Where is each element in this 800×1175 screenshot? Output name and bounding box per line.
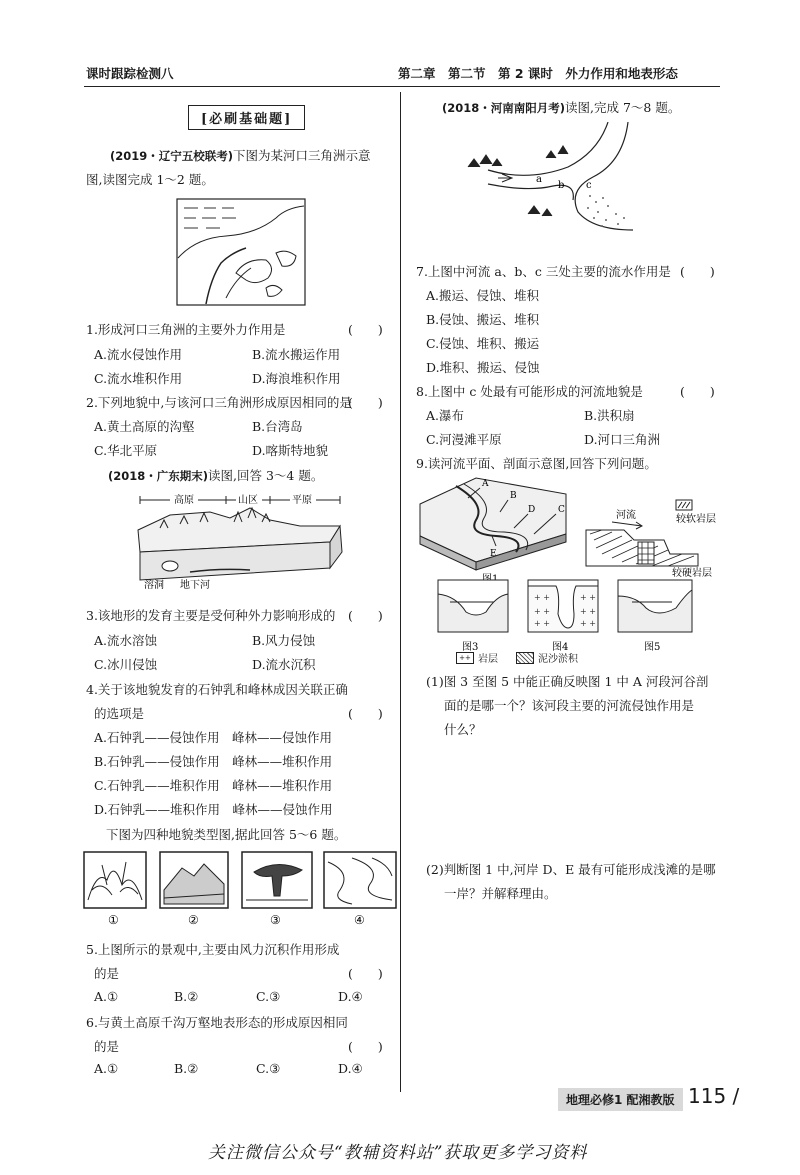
q6-stem-cont: 的是 bbox=[94, 1039, 120, 1054]
pic-label-4: ④ bbox=[354, 913, 365, 927]
q2-option-d[interactable]: D.喀斯特地貌 bbox=[252, 443, 329, 458]
label-plateau: 高原 bbox=[174, 495, 194, 506]
q4-option-a[interactable]: A.石钟乳——侵蚀作用 峰林——侵蚀作用 bbox=[94, 730, 333, 745]
sediment-dots bbox=[587, 195, 625, 227]
q5-stem-cont: 的是 bbox=[94, 966, 120, 981]
q9-stem: 9.读河流平面、剖面示意图,回答下列问题。 bbox=[416, 456, 657, 471]
q6-option-b[interactable]: B.② bbox=[174, 1061, 199, 1076]
q5-option-c[interactable]: C.③ bbox=[256, 989, 281, 1004]
label-underground-river: 地下河 bbox=[180, 580, 210, 590]
svg-text:+ +: + + bbox=[534, 619, 550, 628]
q7-option-c[interactable]: C.侵蚀、堆积、搬运 bbox=[426, 336, 540, 351]
footer-note: 关注微信公众号“教辅资料站”获取更多学习资料 bbox=[208, 1143, 588, 1163]
column-divider bbox=[400, 92, 401, 1092]
q3-option-a[interactable]: A.流水溶蚀 bbox=[94, 633, 158, 648]
legend bbox=[456, 650, 578, 665]
label-hard-rock: 较硬岩层 bbox=[672, 568, 712, 579]
intro-3: 下图为四种地貌类型图,据此回答 5～6 题。 bbox=[106, 827, 347, 842]
label-b: b bbox=[558, 180, 565, 191]
q1-option-b[interactable]: B.流水搬运作用 bbox=[252, 347, 341, 362]
q1-stem: 1.形成河口三角洲的主要外力作用是 bbox=[86, 322, 286, 337]
q5-option-a[interactable]: A.① bbox=[94, 989, 119, 1004]
landform-pic-4 bbox=[324, 852, 396, 908]
q5-option-b[interactable]: B.② bbox=[174, 989, 199, 1004]
river-figure bbox=[458, 122, 648, 232]
q4-option-c[interactable]: C.石钟乳——堆积作用 峰林——堆积作用 bbox=[94, 778, 333, 793]
q3-option-d[interactable]: D.流水沉积 bbox=[252, 657, 316, 672]
legend-sediment-label: 泥沙淤积 bbox=[538, 654, 578, 665]
q6-option-d[interactable]: D.④ bbox=[338, 1061, 363, 1076]
label-plain: 平原 bbox=[292, 495, 312, 506]
intro-text: 下图为某河口三角洲示意 bbox=[233, 148, 371, 163]
delta-figure bbox=[176, 198, 306, 306]
svg-text:+ +: + + bbox=[580, 619, 596, 628]
point-c: C bbox=[558, 505, 565, 515]
caption-fig4: 图4 bbox=[552, 642, 569, 653]
landform-pic-1 bbox=[84, 852, 146, 908]
q3-option-c[interactable]: C.冰川侵蚀 bbox=[94, 657, 158, 672]
landform-pic-2 bbox=[160, 852, 228, 908]
q9-1-stem-cont: 面的是哪一个？该河段主要的河流侵蚀作用是 bbox=[444, 698, 695, 713]
legend-rock-label: 岩层 bbox=[478, 654, 498, 665]
q2-option-c[interactable]: C.华北平原 bbox=[94, 443, 158, 458]
q2-option-b[interactable]: B.台湾岛 bbox=[252, 419, 303, 434]
source-tag: (2018・河南南阳月考) bbox=[442, 101, 566, 115]
section-title-text: 必刷基础题 bbox=[209, 112, 285, 127]
q1-option-a[interactable]: A.流水侵蚀作用 bbox=[94, 347, 183, 362]
legend-sediment-swatch bbox=[516, 652, 534, 664]
header-right: 第二章 第二节 第 2 课时 外力作用和地表形态 bbox=[398, 66, 678, 81]
intro-text: 读图,回答 3～4 题。 bbox=[208, 468, 324, 483]
q3-stem: 3.该地形的发育主要是受何种外力影响形成的 bbox=[86, 608, 336, 623]
svg-text:+ +: + + bbox=[534, 593, 550, 602]
q4-answer-blank[interactable]: ( ) bbox=[348, 706, 383, 721]
point-b: B bbox=[510, 491, 517, 501]
q4-option-d[interactable]: D.石钟乳——堆积作用 峰林——侵蚀作用 bbox=[94, 802, 333, 817]
intro-2 bbox=[108, 466, 323, 484]
point-a: A bbox=[482, 479, 489, 489]
pic-label-2: ② bbox=[188, 913, 199, 927]
source-tag: (2019・辽宁五校联考) bbox=[110, 149, 234, 163]
section-title: [必刷基础题] bbox=[188, 105, 305, 130]
q8-answer-blank[interactable]: ( ) bbox=[680, 384, 715, 399]
figure-3 bbox=[438, 580, 508, 653]
footer-book-tag: 地理必修1 配湘教版 bbox=[558, 1088, 683, 1111]
q5-answer-blank[interactable]: ( ) bbox=[348, 966, 383, 981]
label-cave: 溶洞 bbox=[144, 580, 164, 590]
header-rule bbox=[84, 86, 720, 87]
q7-answer-blank[interactable]: ( ) bbox=[680, 264, 715, 279]
svg-text:+ +: + + bbox=[580, 607, 596, 616]
label-soft-rock: 较软岩层 bbox=[676, 514, 716, 525]
label-c: c bbox=[586, 180, 592, 191]
intro-1-cont: 图,读图完成 1～2 题。 bbox=[86, 172, 214, 187]
cross-section-figures bbox=[436, 574, 696, 660]
q1-answer-blank[interactable]: ( ) bbox=[348, 322, 383, 337]
source-tag: (2018・广东期末) bbox=[108, 469, 209, 483]
figure-5 bbox=[618, 580, 692, 653]
figure-1 bbox=[420, 478, 566, 585]
q8-option-c[interactable]: C.河漫滩平原 bbox=[426, 432, 502, 447]
q6-stem: 6.与黄土高原千沟万壑地表形态的形成原因相同 bbox=[86, 1015, 348, 1030]
karst-figure bbox=[130, 490, 350, 590]
landform-pictures bbox=[82, 850, 400, 930]
q2-option-a[interactable]: A.黄土高原的沟壑 bbox=[94, 419, 195, 434]
intro-1 bbox=[110, 146, 371, 164]
q2-answer-blank[interactable]: ( ) bbox=[348, 395, 383, 410]
q6-option-a[interactable]: A.① bbox=[94, 1061, 119, 1076]
q1-option-d[interactable]: D.海浪堆积作用 bbox=[252, 371, 341, 386]
q9-1-stem: (1)图 3 至图 5 中能正确反映图 1 中 A 河段河谷剖 bbox=[426, 674, 709, 689]
q3-answer-blank[interactable]: ( ) bbox=[348, 608, 383, 623]
q4-option-b[interactable]: B.石钟乳——侵蚀作用 峰林——堆积作用 bbox=[94, 754, 333, 769]
page-number: 115 / bbox=[688, 1084, 740, 1108]
q7-option-b[interactable]: B.侵蚀、搬运、堆积 bbox=[426, 312, 540, 327]
q6-option-c[interactable]: C.③ bbox=[256, 1061, 281, 1076]
q8-stem: 8.上图中 c 处最有可能形成的河流地貌是 bbox=[416, 384, 643, 399]
q9-1-stem-end: 什么？ bbox=[444, 722, 482, 737]
label-river-flow: 河流 bbox=[616, 510, 636, 521]
q9-2-stem-cont: 一岸？并解释理由。 bbox=[444, 886, 557, 901]
q2-stem: 2.下列地貌中,与该河口三角洲形成原因相同的是 bbox=[86, 395, 352, 410]
q5-option-d[interactable]: D.④ bbox=[338, 989, 363, 1004]
label-a: a bbox=[536, 174, 542, 185]
point-d: D bbox=[528, 505, 536, 515]
figure-4 bbox=[528, 580, 598, 653]
q7-option-a[interactable]: A.搬运、侵蚀、堆积 bbox=[426, 288, 540, 303]
q9-2-stem: (2)判断图 1 中,河岸 D、E 最有可能形成浅滩的是哪 bbox=[426, 862, 716, 877]
caption-fig3: 图3 bbox=[462, 642, 479, 653]
pic-label-1: ① bbox=[108, 913, 119, 927]
point-e: E bbox=[490, 549, 497, 559]
intro-right bbox=[442, 98, 680, 116]
q7-option-d[interactable]: D.堆积、搬运、侵蚀 bbox=[426, 360, 540, 375]
pic-label-3: ③ bbox=[270, 913, 281, 927]
sea-hatch bbox=[184, 208, 236, 228]
q3-option-b[interactable]: B.风力侵蚀 bbox=[252, 633, 316, 648]
header-left: 课时跟踪检测八 bbox=[86, 66, 174, 81]
q7-stem: 7.上图中河流 a、b、c 三处主要的流水作用是 bbox=[416, 264, 671, 279]
svg-text:+ +: + + bbox=[534, 607, 550, 616]
svg-text:+ +: + + bbox=[580, 593, 596, 602]
legend-rock-swatch: ++ bbox=[456, 652, 474, 664]
q6-answer-blank[interactable]: ( ) bbox=[348, 1039, 383, 1054]
intro-text: 读图,完成 7～8 题。 bbox=[565, 100, 681, 115]
caption-fig5: 图5 bbox=[644, 642, 661, 653]
q4-stem: 4.关于该地貌发育的石钟乳和峰林成因关联正确 bbox=[86, 682, 348, 697]
label-mountain: 山区 bbox=[238, 495, 258, 506]
page-number-value: 115 bbox=[688, 1084, 727, 1108]
q1-option-c[interactable]: C.流水堆积作用 bbox=[94, 371, 183, 386]
q5-stem: 5.上图所示的景观中,主要由风力沉积作用形成 bbox=[86, 942, 340, 957]
q4-stem-cont: 的选项是 bbox=[94, 706, 145, 721]
q8-option-d[interactable]: D.河口三角洲 bbox=[584, 432, 661, 447]
landform-pic-3 bbox=[242, 852, 312, 908]
q8-option-a[interactable]: A.瀑布 bbox=[426, 408, 465, 423]
q8-option-b[interactable]: B.洪积扇 bbox=[584, 408, 635, 423]
